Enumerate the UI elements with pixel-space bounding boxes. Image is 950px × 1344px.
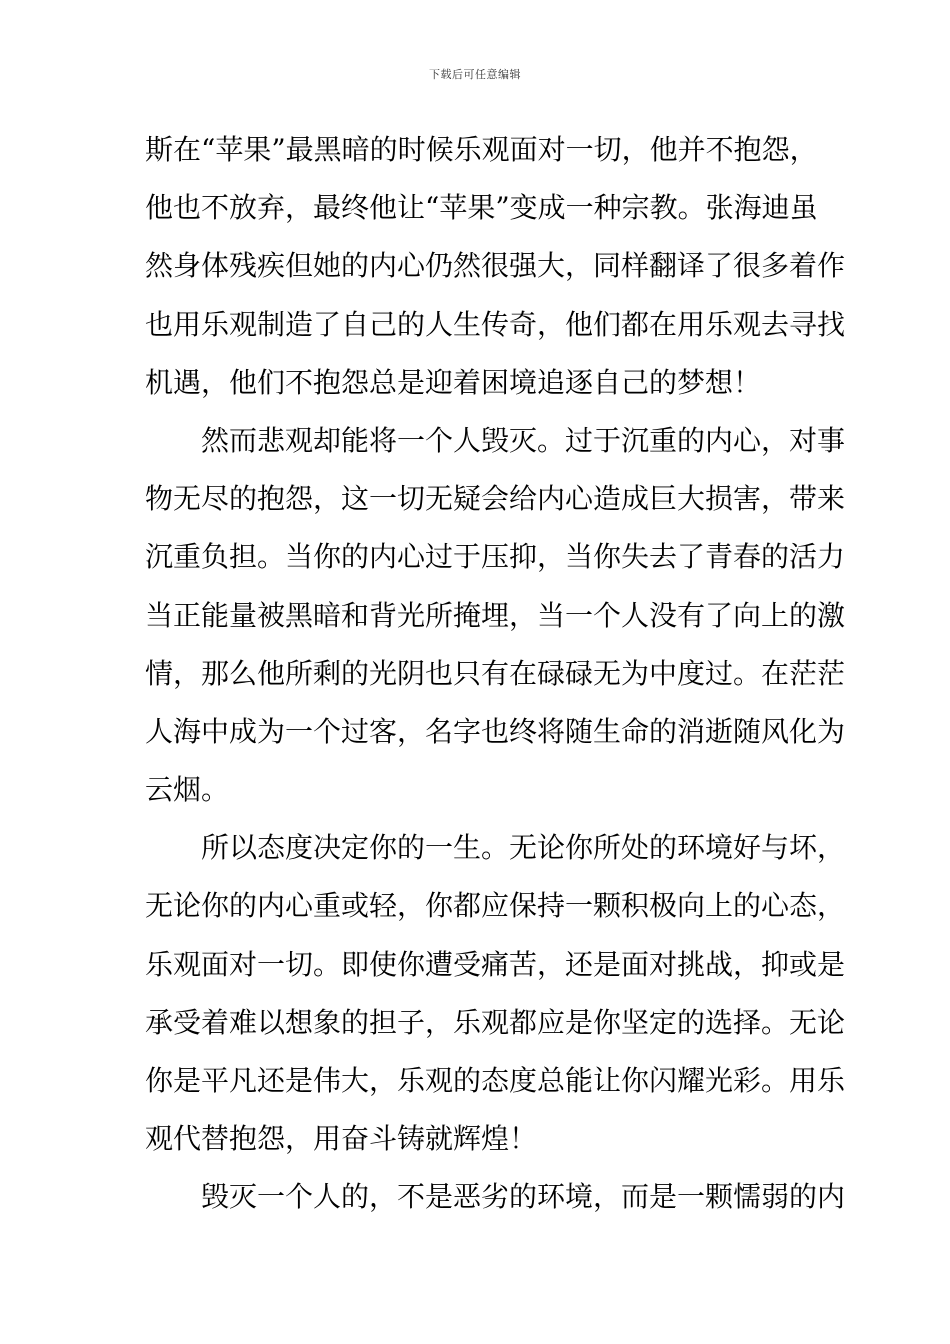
text-line: 乐观面对一切。即使你遭受痛苦，还是面对挑战，抑或是: [145, 947, 846, 981]
paragraph: [145, 1168, 846, 1226]
text-line: 无论你的内心重或轻，你都应保持一颗积极向上的心态，: [145, 889, 846, 923]
text-line: 你是平凡还是伟大，乐观的态度总能让你闪耀光彩。用乐: [145, 1064, 846, 1097]
text-line: 毁灭一个人的，不是恶劣的环境，而是一颗懦弱的内: [201, 1180, 846, 1214]
text-line: 观代替抱怨，用奋斗铸就辉煌！: [145, 1122, 538, 1156]
text-line: 沉重负担。当你的内心过于压抑，当你失去了青春的活力: [145, 540, 846, 574]
paragraph: [145, 121, 846, 412]
text-line: 然身体残疾但她的内心仍然很强大，同样翻译了很多着作: [145, 249, 846, 283]
text-line: 云烟。: [145, 773, 230, 807]
text-line: 机遇，他们不抱怨总是迎着困境追逐自己的梦想！: [145, 365, 762, 399]
text-line: 当正能量被黑暗和背光所掩埋，当一个人没有了向上的激: [145, 598, 846, 632]
text-line: 斯在“苹果”最黑暗的时候乐观面对一切，他并不抱怨，: [145, 133, 818, 166]
text-line: 物无尽的抱怨，这一切无疑会给内心造成巨大损害，带来: [145, 482, 846, 516]
document-body: [145, 121, 846, 1227]
text-line: 他也不放弃，最终他让“苹果”变成一种宗教。张海迪虽: [145, 191, 818, 225]
text-line: 也用乐观制造了自己的人生传奇，他们都在用乐观去寻找: [145, 307, 846, 341]
text-line: 所以态度决定你的一生。无论你所处的环境好与坏，: [201, 831, 846, 865]
paragraph: [145, 819, 846, 1168]
paragraph: [145, 412, 846, 819]
page-header: 下载后可任意编辑: [429, 68, 521, 81]
text-line: 然而悲观却能将一个人毁灭。过于沉重的内心，对事: [201, 423, 846, 457]
text-line: 人海中成为一个过客，名字也终将随生命的消逝随风化为: [145, 714, 846, 748]
text-line: 情，那么他所剩的光阴也只有在碌碌无为中度过。在茫茫: [145, 656, 846, 690]
text-line: 承受着难以想象的担子，乐观都应是你坚定的选择。无论: [145, 1005, 846, 1039]
